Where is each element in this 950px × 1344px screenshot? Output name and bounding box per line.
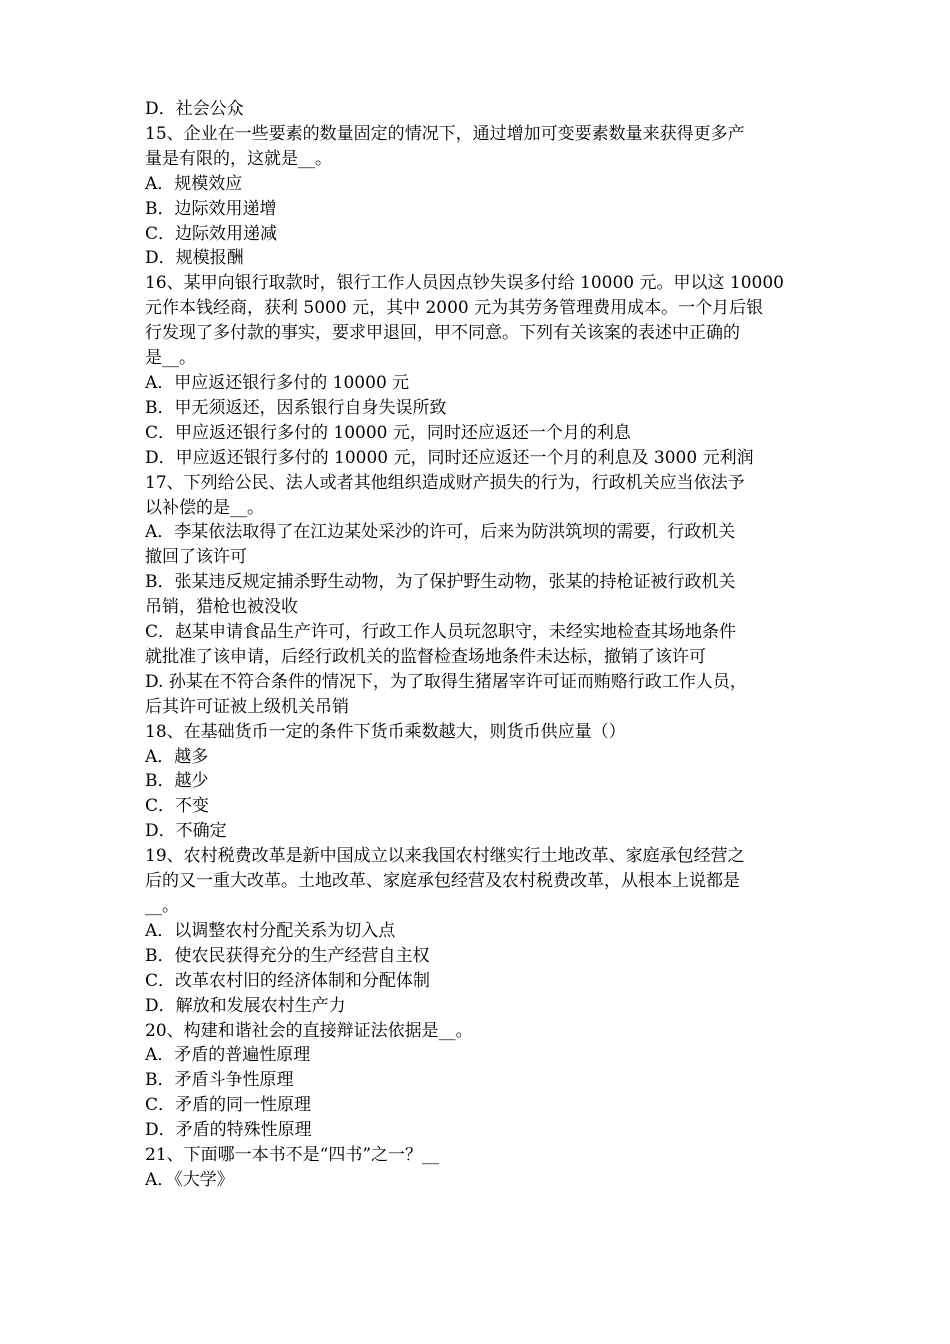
text-line: D．不确定: [145, 821, 227, 842]
text-line: 行发现了多付款的事实，要求甲退回，甲不同意。下列有关该案的表述中正确的: [145, 323, 740, 344]
text-line: A．规模效应: [145, 173, 243, 194]
text-line: C．不变: [145, 796, 210, 817]
text-line: 19、农村税费改革是新中国成立以来我国农村继实行土地改革、家庭承包经营之: [145, 846, 745, 867]
text-line: 16、某甲向银行取款时，银行工作人员因点钞失误多付给 10000 元。甲以这 10000: [145, 273, 785, 294]
document-page: [145, 97, 810, 1193]
text-line: 后的又一重大改革。土地改革、家庭承包经营及农村税费改革，从根本上说都是: [145, 871, 740, 892]
text-line: 撤回了该许可: [145, 547, 247, 568]
text-line: 以补偿的是__。: [145, 497, 264, 518]
text-line: 就批准了该申请，后经行政机关的监督检查场地条件未达标，撤销了该许可: [145, 646, 706, 667]
text-line: A．越多: [145, 746, 209, 767]
text-line: C．矛盾的同一性原理: [145, 1095, 312, 1116]
text-line: 21、下面哪一本书不是“四书”之一？__: [145, 1145, 440, 1166]
text-line: D．甲应返还银行多付的 10000 元，同时还应返还一个月的利息及 3000 元利润: [145, 447, 754, 468]
text-line: A．矛盾的普遍性原理: [145, 1045, 311, 1066]
text-line: 17、下列给公民、法人或者其他组织造成财产损失的行为，行政机关应当依法予: [145, 472, 745, 493]
text-line: C．边际效用递减: [145, 223, 278, 244]
text-line: A．以调整农村分配关系为切入点: [145, 920, 396, 941]
text-line: A．甲应返还银行多付的 10000 元: [145, 372, 410, 393]
text-line: 量是有限的，这就是__。: [145, 148, 332, 169]
text-line: D．社会公众: [145, 99, 244, 119]
text-line: C．甲应返还银行多付的 10000 元，同时还应返还一个月的利息: [145, 422, 631, 443]
text-line: 15、企业在一些要素的数量固定的情况下，通过增加可变要素数量来获得更多产: [145, 123, 745, 144]
text-line: C．赵某申请食品生产许可，行政工作人员玩忽职守，未经实地检查其场地条件: [145, 622, 737, 643]
text-line: A．《大学》: [145, 1169, 234, 1190]
text-line: 是__。: [145, 348, 196, 369]
text-line: B．张某违反规定捕杀野生动物，为了保护野生动物，张某的持枪证被行政机关: [145, 572, 736, 593]
text-line: D．规模报酬: [145, 248, 244, 269]
text-line: D. 孙某在不符合条件的情况下，为了取得生猪屠宰许可证而贿赂行政工作人员，: [145, 671, 747, 692]
text-line: 18、在基础货币一定的条件下货币乘数越大，则货币供应量（）: [145, 721, 626, 742]
text-line: __。: [145, 896, 179, 916]
text-line: B．使农民获得充分的生产经营自主权: [145, 945, 430, 966]
text-line: 后其许可证被上级机关吊销: [145, 696, 349, 717]
text-line: B．边际效用递增: [145, 198, 277, 219]
text-line: 20、构建和谐社会的直接辩证法依据是__。: [145, 1020, 473, 1041]
text-line: D．矛盾的特殊性原理: [145, 1120, 312, 1141]
text-line: D．解放和发展农村生产力: [145, 995, 346, 1016]
text-line: C．改革农村旧的经济体制和分配体制: [145, 970, 431, 991]
text-line: B．越少: [145, 771, 209, 792]
text-line: B．甲无须返还，因系银行自身失误所致: [145, 397, 447, 418]
text-line: A．李某依法取得了在江边某处采沙的许可，后来为防洪筑坝的需要，行政机关: [145, 522, 736, 543]
text-line: B．矛盾斗争性原理: [145, 1070, 294, 1091]
text-line: 元作本钱经商，获利 5000 元，其中 2000 元为其劳务管理费用成本。一个月后银: [145, 298, 764, 319]
text-line: 吊销，猎枪也被没收: [145, 597, 298, 618]
